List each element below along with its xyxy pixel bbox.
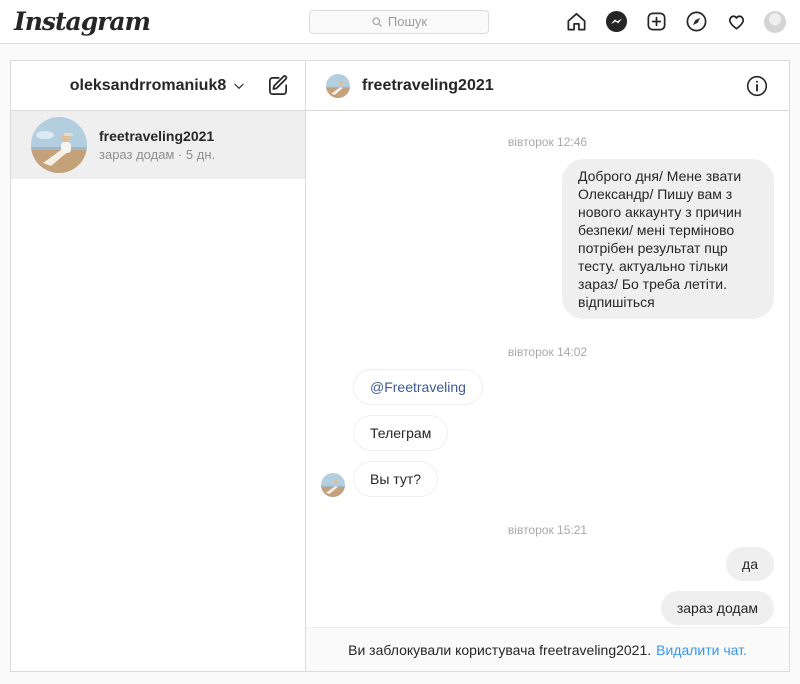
explore-icon[interactable] bbox=[684, 10, 708, 34]
inbox-sidebar bbox=[11, 61, 306, 671]
search-input[interactable] bbox=[309, 10, 489, 34]
conversation-list bbox=[11, 111, 305, 671]
direct-messages-panel bbox=[10, 60, 790, 672]
timestamp: вівторок 14:02 bbox=[507, 345, 588, 359]
new-message-icon[interactable] bbox=[265, 73, 291, 99]
navbar-actions bbox=[489, 10, 788, 34]
conversation-list-item[interactable] bbox=[11, 111, 305, 179]
thread-avatar[interactable] bbox=[326, 74, 350, 98]
new-post-icon[interactable] bbox=[644, 10, 668, 34]
sent-message-bubble[interactable]: Доброго дня/ Мене звати Олександр/ Пишу вам з нового аккаунту з причин безпеки/ мені терміново потрібен результат пцр тесту. актуально тільки зараз/ Бо треба летіти. відпишіться bbox=[562, 159, 774, 319]
thread-header bbox=[306, 61, 789, 111]
home-icon[interactable] bbox=[564, 10, 588, 34]
chevron-down-icon bbox=[232, 79, 246, 93]
sent-message-bubble[interactable]: да bbox=[726, 547, 774, 581]
top-navbar bbox=[0, 0, 800, 44]
message-row bbox=[321, 369, 774, 405]
message-row bbox=[321, 461, 774, 497]
message-row bbox=[321, 159, 774, 319]
account-switcher[interactable] bbox=[70, 77, 247, 95]
timestamp: вівторок 12:46 bbox=[507, 135, 588, 149]
received-message-bubble[interactable]: Телеграм bbox=[353, 415, 448, 451]
thread-username[interactable]: freetraveling2021 bbox=[362, 76, 494, 94]
message-row bbox=[321, 547, 774, 581]
message-history bbox=[306, 111, 789, 627]
inbox-header bbox=[11, 61, 305, 111]
messenger-icon[interactable] bbox=[604, 10, 628, 34]
blocked-notice-bar bbox=[306, 627, 789, 671]
conversation-info-icon[interactable] bbox=[745, 74, 769, 98]
blocked-notice-text: Ви заблокували користувача freetraveling2021. bbox=[348, 641, 652, 658]
sent-message-bubble[interactable]: зараз додам bbox=[661, 591, 774, 625]
current-username: oleksandrromaniuk8 bbox=[69, 76, 227, 94]
search-icon bbox=[371, 16, 383, 28]
received-message-bubble-mention[interactable]: @Freetraveling bbox=[353, 369, 483, 405]
message-row bbox=[321, 415, 774, 451]
conversation-avatar bbox=[31, 117, 87, 173]
activity-icon[interactable] bbox=[724, 10, 748, 34]
timestamp: вівторок 15:21 bbox=[507, 523, 588, 537]
conversation-snippet: зараз додам · 5 дн. bbox=[99, 147, 216, 162]
navbar-left bbox=[12, 7, 309, 36]
message-row bbox=[321, 591, 774, 625]
message-sender-avatar[interactable] bbox=[321, 473, 345, 497]
received-message-bubble[interactable]: Вы тут? bbox=[353, 461, 438, 497]
chat-thread bbox=[306, 61, 789, 671]
delete-chat-link[interactable]: Видалити чат. bbox=[656, 641, 747, 658]
profile-avatar[interactable] bbox=[764, 11, 786, 33]
conversation-meta bbox=[99, 128, 215, 162]
instagram-logo[interactable]: Instagram bbox=[14, 7, 150, 36]
search-placeholder: Пошук bbox=[387, 14, 428, 29]
conversation-name: freetraveling2021 bbox=[99, 128, 215, 144]
